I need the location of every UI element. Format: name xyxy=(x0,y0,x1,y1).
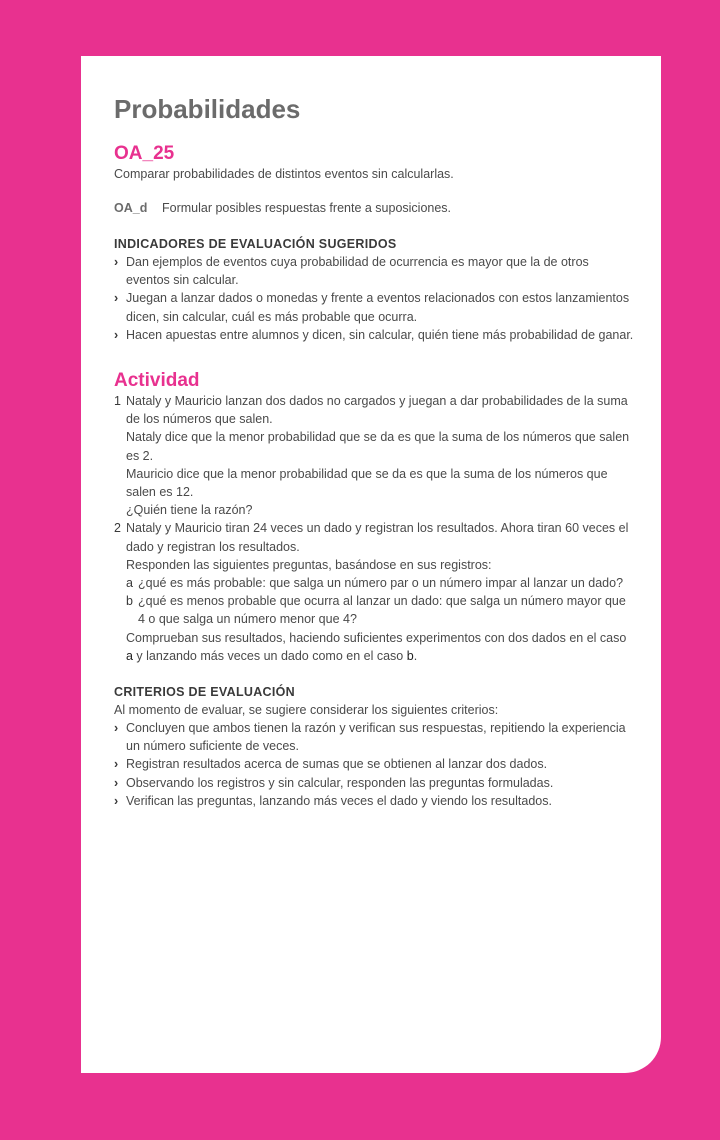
indicadores-list xyxy=(114,253,634,344)
chevron-right-icon: › xyxy=(114,721,119,736)
step-1-line: Mauricio dice que la menor probabilidad que se da es que la suma de los números que salen es 12. xyxy=(126,466,608,500)
list-item-text: Hacen apuestas entre alumnos y dicen, sin calcular, quién tiene más probabilidad de ganar. xyxy=(126,327,634,342)
criterios-list xyxy=(114,719,634,810)
criterios-heading: CRITERIOS DE EVALUACIÓN xyxy=(114,685,295,700)
list-item xyxy=(114,774,634,792)
step-2-prompt: Responden las siguientes preguntas, basándose en sus registros: xyxy=(126,557,492,572)
list-item-text: Concluyen que ambos tienen la razón y verifican sus respuestas, repitiendo la experiencia un número suficiente de veces. xyxy=(126,721,626,754)
actividad-steps xyxy=(114,392,634,665)
chevron-right-icon: › xyxy=(114,757,119,772)
question-a xyxy=(126,574,634,592)
chevron-right-icon: › xyxy=(114,291,119,306)
step-1-line: ¿Quién tiene la razón? xyxy=(126,503,253,518)
closing-text: y lanzando más veces un dado como en el caso xyxy=(132,648,407,663)
question-letter: b xyxy=(126,594,133,609)
closing-case-b: b xyxy=(406,648,414,663)
closing-text: . xyxy=(413,648,418,663)
criterios-intro: Al momento de evaluar, se sugiere considerar los siguientes criterios: xyxy=(114,703,499,718)
list-item-text: Registran resultados acerca de sumas que se obtienen al lanzar dos dados. xyxy=(126,757,548,772)
page-content xyxy=(114,94,634,810)
chevron-right-icon: › xyxy=(114,327,119,342)
list-item xyxy=(114,326,634,344)
oa-d-code: OA_d xyxy=(114,201,148,215)
list-item-text: Observando los registros y sin calcular, responden las preguntas formuladas. xyxy=(126,775,554,790)
list-item xyxy=(114,719,634,755)
indicadores-heading: INDICADORES DE EVALUACIÓN SUGERIDOS xyxy=(114,237,397,251)
step-2-intro: Nataly y Mauricio tiran 24 veces un dado y registran los resultados. Ahora tiran 60 veces el dado y registran los resultados. xyxy=(126,521,629,554)
question-text: ¿qué es más probable: que salga un número par o un número impar al lanzar un dado? xyxy=(138,576,624,591)
oa-code: OA_25 xyxy=(114,143,175,164)
list-item-text: Juegan a lanzar dados o monedas y frente a eventos relacionados con estos lanzamientos dicen, sin calcular, cuál es más probable que ocurra. xyxy=(126,291,630,324)
chevron-right-icon: › xyxy=(114,775,119,790)
question-b xyxy=(126,592,634,628)
step-2-closing xyxy=(126,629,634,665)
oa-d-row xyxy=(114,199,634,217)
step-1-line: Nataly dice que la menor probabilidad que se da es que la suma de los números que salen es 2. xyxy=(126,430,630,463)
list-item xyxy=(114,253,634,289)
step-number: 2 xyxy=(114,521,121,536)
list-item xyxy=(114,755,634,773)
list-item-text: Dan ejemplos de eventos cuya probabilidad de ocurrencia es mayor que la de otros eventos sin calcular. xyxy=(126,255,589,288)
step-number: 1 xyxy=(114,394,121,409)
closing-text: Comprueban sus resultados, haciendo suficientes experimentos con dos dados en el caso xyxy=(126,630,627,645)
chevron-right-icon: › xyxy=(114,793,119,808)
page-title: Probabilidades xyxy=(114,94,301,124)
list-item-text: Verifican las preguntas, lanzando más veces el dado y viendo los resultados. xyxy=(126,793,552,808)
list-item xyxy=(114,792,634,810)
list-item xyxy=(114,289,634,325)
chevron-right-icon: › xyxy=(114,255,119,269)
oa-description: Comparar probabilidades de distintos eventos sin calcularlas. xyxy=(114,167,454,181)
page-sheet xyxy=(81,56,661,1073)
step-1-line: Nataly y Mauricio lanzan dos dados no cargados y juegan a dar probabilidades de la suma de los números que salen. xyxy=(126,394,628,427)
oa-d-text: Formular posibles respuestas frente a suposiciones. xyxy=(162,201,452,215)
actividad-heading: Actividad xyxy=(114,370,200,392)
closing-case-a: a xyxy=(126,648,133,663)
question-letter: a xyxy=(126,576,133,591)
step-1 xyxy=(114,392,634,519)
step-2 xyxy=(114,519,634,665)
question-text: ¿qué es menos probable que ocurra al lanzar un dado: que salga un número mayor que 4 o que salga un número menor que 4? xyxy=(138,594,626,627)
